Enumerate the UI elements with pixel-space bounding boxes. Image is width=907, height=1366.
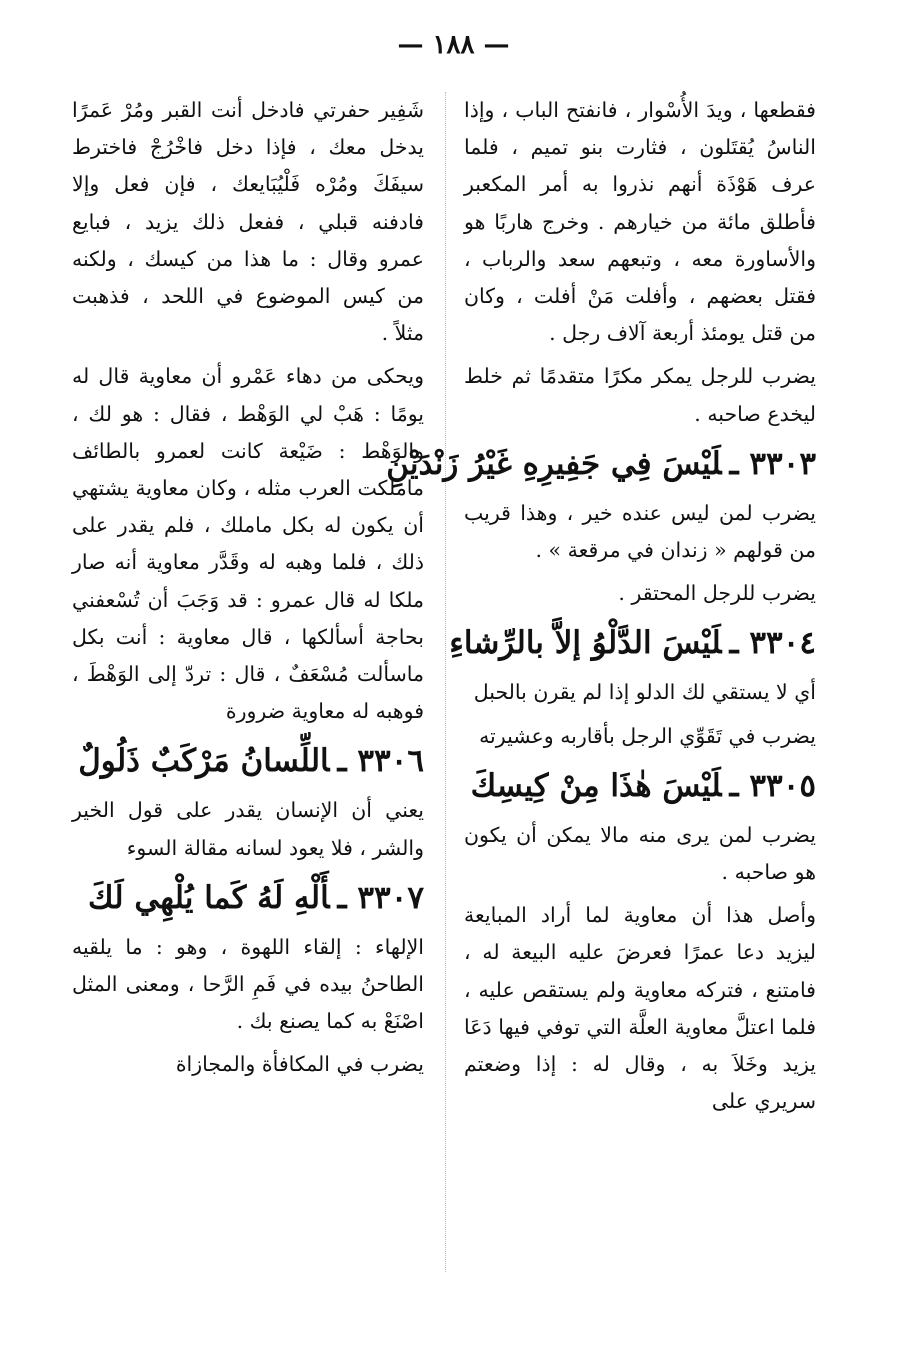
paragraph: يعني أن الإنسان يقدر على قول الخير والشر ، فلا يعود لسانه مقالة السوء xyxy=(72,798,424,860)
right-column xyxy=(386,92,816,1120)
proverb-heading xyxy=(72,873,424,923)
proverb-number: ٣٣٠٣ ـ xyxy=(729,445,816,482)
paragraph: يضرب لمن يرى منه مالا يمكن أن يكون هو صاحبه . xyxy=(464,822,816,885)
paragraph: يضرب للرجل المحتقر . xyxy=(618,581,816,606)
paragraph: الإلهاء : إلقاء اللهوة ، وهو : ما يلقيه الطاحنُ بيده في فَمِ الرَّحا ، ومعنى المثل اصْنَعْ به كما يصنع بك . xyxy=(72,934,424,1034)
page-number: — ١٨٨ — xyxy=(397,30,510,60)
proverb-number: ٣٣٠٦ ـ xyxy=(337,743,424,780)
paragraph: يضرب لمن ليس عنده خير ، وهذا قريب من قولهم « زندان في مرقعة » . xyxy=(464,500,816,563)
paragraph: وأصل هذا أن معاوية لما أراد المبايعة ليزيد دعا عمرًا فعرضَ عليه البيعة له ، فامتنع ، فتركه معاوية ولم يستقص عليه ، فلما اعتلَّ معاوية العلَّة التي توفي فيها دَعَا يزيد وخَلاَ به ، وقال له : إذا وضعتم سريري على xyxy=(464,903,816,1114)
paragraph: أي لا يستقي لك الدلو إذا لم يقرن بالحبل xyxy=(473,680,816,705)
column-divider xyxy=(445,92,446,1272)
proverb-text: لَيْسَ هٰذَا مِنْ كِيسِكَ xyxy=(470,767,722,804)
proverb-number: ٣٣٠٥ ـ xyxy=(729,767,816,804)
proverb-heading xyxy=(449,618,816,668)
proverb-heading xyxy=(72,736,424,786)
paragraph: فقطعها ، ويدَ الأُسْوار ، فانفتح الباب ، وإذا الناسُ يُقتَلون ، فثارت بنو تميم ، فلما عرف هَوْذَة أنهم نذروا به أمر المكعبر فأطلق مائة من خيارهم . وخرج هاربًا هو والأساورة معه ، وتبعهم سعد والرباب ، فقتل بعضهم ، وأفلت مَنْ أفلت ، وكان من قتل يومئذ أربعة آلاف رجل . xyxy=(464,98,816,346)
proverb-text: اللِّسانُ مَرْكَبٌ ذَلُولٌ xyxy=(78,743,330,780)
proverb-text: لَيْسَ فِي جَفِيرِهِ غَيْرُ زَنْدَيْنِ xyxy=(386,445,722,482)
paragraph: يضرب في المكافأة والمجازاة xyxy=(175,1052,424,1077)
paragraph: ويحكى من دهاء عَمْرو أن معاوية قال له يومًا : هَبْ لي الوَهْط ، فقال : هو لك ، والوَهْط : ضَيْعة كانت لعمرو بالطائف ماملكت العرب مثله ، وكان معاوية يشتهي أن يكون له بكل ماملك ، فلم يقدر على ذلك ، فلما وهبه له وقَدَّر معاوية أنه صار ملكا له قال عمرو : قد وَجَبَ أن تُسْعفني بحاجة أسألكها ، قال معاوية : أنت بكل ماسألت مُسْعَفٌ ، قال : تردّ إلى الوَهْطَ ، فوهبه له معاوية ضرورة xyxy=(72,364,424,724)
proverb-number: ٣٣٠٤ ـ xyxy=(729,625,816,662)
paragraph: يضرب للرجل يمكر مكرًا متقدمًا ثم خلط ليخدع صاحبه . xyxy=(464,364,816,426)
proverb-heading xyxy=(464,761,816,811)
proverb-text: لَيْسَ الدَّلْوُ إلاَّ بالرِّشاءِ xyxy=(449,625,722,662)
paragraph: يضرب في تَقَوِّي الرجل بأقاربه وعشيرته xyxy=(479,723,816,748)
proverb-text: أَلْهِ لَهُ كَما يُلْهِي لَكَ xyxy=(88,879,330,916)
left-column xyxy=(72,92,424,1084)
paragraph: شَفِير حفرتي فادخل أنت القبر ومُرْ عَمرًا يدخل معك ، فإذا دخل فاخْرُجْ فاخترط سيفَكَ ومُرْه فَلْيُبَايعك ، فإن فعل وإلا فادفنه قبلي ، ففعل ذلك يزيد ، فبايع عمرو وقال : ما هذا من كيسك ، ولكنه من كيس الموضوع في اللحد ، فذهبت مثلاً . xyxy=(72,98,424,346)
proverb-heading xyxy=(386,439,816,489)
proverb-number: ٣٣٠٧ ـ xyxy=(337,879,424,916)
